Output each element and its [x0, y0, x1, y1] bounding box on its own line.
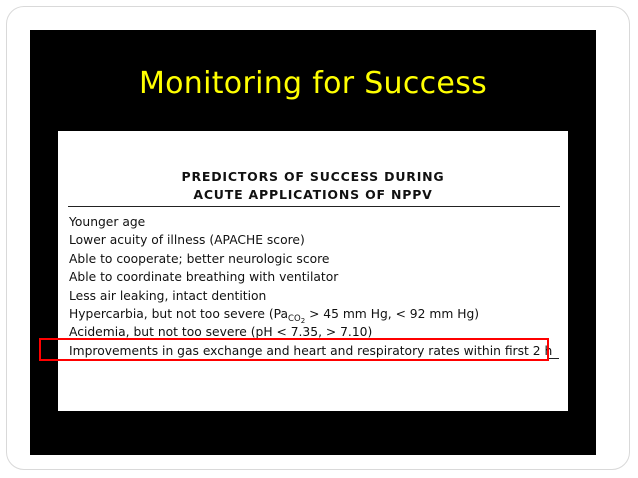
table-bottom-rule-stub: [549, 358, 559, 359]
predictor-item: Lower acuity of illness (APACHE score): [69, 233, 305, 248]
red-highlight-box: [39, 338, 549, 361]
hypercarbia-suffix: > 45 mm Hg, < 92 mm Hg): [305, 306, 480, 321]
predictors-table-image: [58, 131, 568, 411]
predictor-item: Able to cooperate; better neurologic score: [69, 251, 330, 266]
predictor-item: Younger age: [69, 215, 146, 229]
predictor-item: Less air leaking, intact dentition: [69, 288, 267, 303]
paco2-subscript-co: CO: [288, 313, 301, 324]
predictor-item: Acidemia, but not too severe (pH < 7.35, > 7.10): [69, 325, 373, 340]
predictor-item-highlighted: Improvements in gas exchange and heart and respiratory rates within first 2 h: [69, 343, 553, 358]
table-heading-line-2: ACUTE APPLICATIONS OF NPPV: [193, 187, 433, 202]
slide: [30, 30, 596, 455]
slide-title: Monitoring for Success: [138, 66, 488, 101]
hypercarbia-prefix: Hypercarbia, but not too severe (Pa: [69, 306, 289, 321]
paco2-subscript-2: 2: [300, 316, 306, 325]
predictor-item: Able to coordinate breathing with ventilator: [69, 270, 339, 285]
table-rule: [68, 206, 560, 207]
table-heading: [58, 168, 568, 204]
table-heading-line-1: PREDICTORS OF SUCCESS DURING: [181, 169, 445, 184]
predictor-item-hypercarbia: [69, 305, 552, 323]
